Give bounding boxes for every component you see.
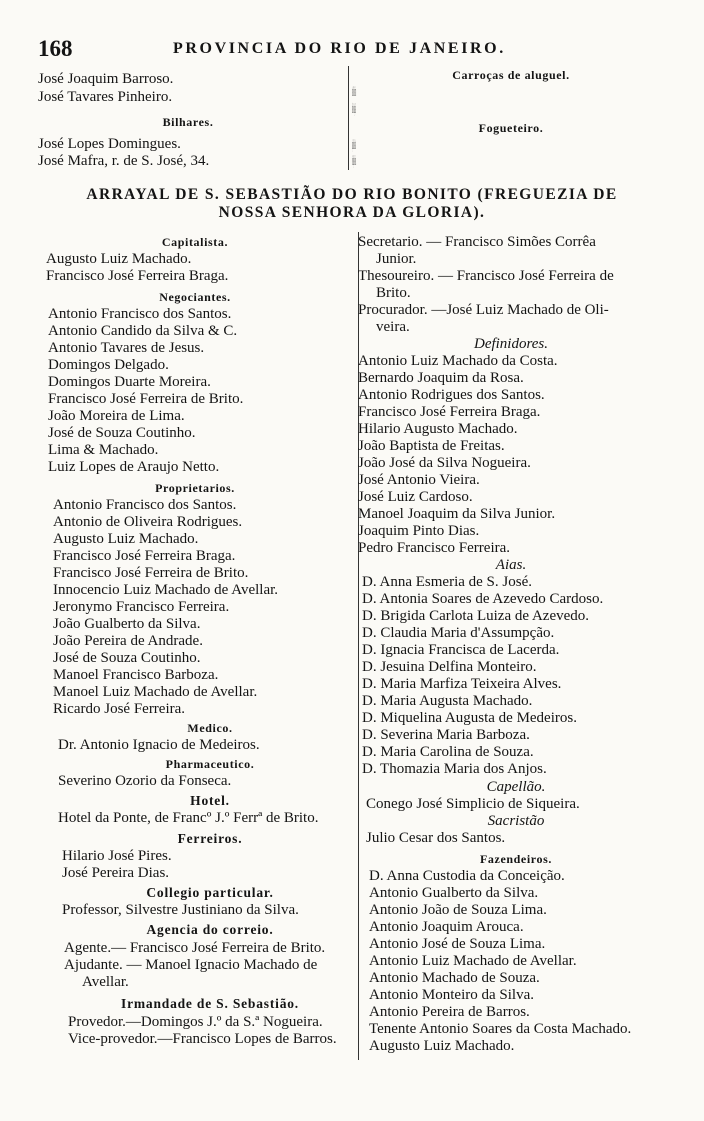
list-item: D. Severina Maria Barboza. — [362, 727, 530, 743]
list-item: João Gualberto da Silva. — [53, 616, 201, 632]
list-item: Silverio Reginaldo de Vasconcellos. — [352, 153, 357, 169]
list-item: Francisco José Ferreira Braga. — [46, 268, 229, 284]
list-item: Provedor.—Domingos J.º da S.ª Nogueira. — [68, 1014, 323, 1030]
section-heading: Pharmaceutico. — [165, 757, 255, 771]
list-item: Ildefonso de Souza Magalhães. — [352, 101, 356, 117]
list-item: Antonio Pereira de Barros. — [369, 1004, 530, 1020]
section-heading: Aias. — [495, 557, 527, 573]
list-item: Manoel Joaquim da Silva Junior. — [358, 506, 556, 522]
list-item: João José da Silva Nogueira. — [358, 455, 531, 471]
list-item: Conego José Simplicio de Siqueira. — [366, 796, 580, 812]
list-item: Antonio Machado de Souza. — [369, 970, 540, 986]
list-item: Joaquim Barboza de Mattos. — [352, 137, 356, 153]
list-item: Brito. — [376, 285, 411, 301]
list-item: Francisco José Ferreira de Brito. — [48, 391, 244, 407]
section-heading: Collegio particular. — [146, 885, 274, 900]
list-item: veira. — [376, 319, 410, 335]
list-item: D. Brigida Carlota Luiza de Azevedo. — [362, 608, 590, 624]
list-item: Antonio Monteiro da Silva. — [369, 987, 534, 1003]
list-item: Augusto Luiz Machado. — [46, 251, 192, 267]
list-item: Secretario. — Francisco Simões Corrêa — [358, 234, 596, 250]
list-item: Tenente Antonio Soares da Costa Machado. — [369, 1021, 632, 1037]
list-item: José Lopes Domingues. — [38, 136, 181, 152]
list-item: José Tavares Pinheiro. — [38, 89, 173, 105]
list-item: José de Souza Coutinho. — [53, 650, 201, 666]
list-item: João Pereira de Andrade. — [53, 633, 203, 649]
section-heading: Medico. — [187, 721, 233, 735]
list-item: José Pereira Dias. — [62, 865, 170, 881]
list-item: Innocencio Luiz Machado de Avellar. — [53, 582, 279, 598]
page-number: 168 — [38, 36, 73, 61]
section-heading: Bilhares. — [162, 115, 214, 129]
list-item: Professor, Silvestre Justiniano da Silva. — [62, 902, 299, 918]
section-heading: Carroças de aluguel. — [452, 68, 570, 82]
list-item: Jeronymo Francisco Ferreira. — [53, 599, 230, 615]
section-heading: Agencia do correio. — [146, 922, 274, 937]
list-item: Antonio João de Souza Lima. — [369, 902, 547, 918]
list-item: Antonio de Oliveira Rodrigues. — [53, 514, 243, 530]
list-item: Thesoureiro. — Francisco José Ferreira de — [358, 268, 614, 284]
section-heading: Ferreiros. — [177, 831, 243, 846]
list-item: Procurador. —José Luiz Machado de Oli- — [358, 302, 609, 318]
list-item: D. Anna Custodia da Conceição. — [369, 868, 565, 884]
section-heading: Sacristão — [487, 813, 545, 829]
list-item: Antonio Joaquim Arouca. — [369, 919, 524, 935]
list-item: José de Souza Coutinho. — [48, 425, 196, 441]
list-item: Antonio Luiz Machado da Costa. — [358, 353, 558, 369]
list-item: Antonio Rodrigues dos Santos. — [358, 387, 545, 403]
list-item: Manoel Luiz Machado de Avellar. — [53, 684, 258, 700]
list-item: D. Jesuina Delfina Monteiro. — [362, 659, 537, 675]
list-item: José Antonio Vieira. — [358, 472, 480, 488]
list-item: João Baptista de Freitas. — [358, 438, 505, 454]
list-item: Hilario José Pires. — [62, 848, 172, 864]
list-item: Antonio José de Souza Lima. — [369, 936, 546, 952]
section-heading: Definidores. — [473, 336, 549, 352]
list-item: Francisco José Ferreira de Brito. — [53, 565, 249, 581]
list-item: Dr. Antonio Ignacio de Medeiros. — [58, 737, 260, 753]
list-item: Luiz Lopes de Araujo Netto. — [48, 459, 220, 475]
list-item: D. Anna Esmeria de S. José. — [362, 574, 532, 590]
section-heading: Fogueteiro. — [478, 121, 544, 135]
list-item: D. Miquelina Augusta de Medeiros. — [362, 710, 577, 726]
list-item: Antonio Luiz Machado de Avellar. — [369, 953, 577, 969]
section-heading: Negociantes. — [159, 290, 231, 304]
list-item: José Joaquim Barroso. — [38, 71, 174, 87]
list-item: D. Antonia Soares de Azevedo Cardoso. — [362, 591, 604, 607]
list-item: Pedro Francisco Ferreira. — [358, 540, 511, 556]
list-item: Francisco José Ferreira Braga. — [53, 548, 236, 564]
list-item: José Mafra, r. de S. José, 34. — [38, 153, 210, 169]
section-heading: Proprietarios. — [155, 481, 235, 495]
section-heading: Hotel. — [190, 793, 230, 808]
list-item: Antonio Ribeiro Coimbra — [352, 84, 357, 100]
list-item: Antonio Francisco dos Santos. — [48, 306, 232, 322]
list-item: Augusto Luiz Machado. — [369, 1038, 515, 1054]
list-item: D. Thomazia Maria dos Anjos. — [362, 761, 547, 777]
list-item: Domingos Duarte Moreira. — [48, 374, 211, 390]
section-heading: Capitalista. — [161, 235, 229, 249]
list-item: José Luiz Cardoso. — [358, 489, 473, 505]
list-item: Domingos Delgado. — [48, 357, 169, 373]
list-item: Ajudante. — Manoel Ignacio Machado de — [64, 957, 318, 973]
list-item: Augusto Luiz Machado. — [53, 531, 199, 547]
list-item: Antonio Candido da Silva & C. — [48, 323, 238, 339]
list-item: Antonio Tavares de Jesus. — [48, 340, 205, 356]
page-title: PROVINCIA DO RIO DE JANEIRO. — [173, 40, 506, 57]
section-heading: Fazendeiros. — [480, 852, 552, 866]
list-item: Junior. — [376, 251, 417, 267]
list-item: Antonio Francisco dos Santos. — [53, 497, 237, 513]
list-item: Agente.— Francisco José Ferreira de Brito. — [64, 940, 326, 956]
list-item: Lima & Machado. — [48, 442, 159, 458]
section-heading: Irmandade de S. Sebastião. — [121, 996, 299, 1011]
list-item: Severino Ozorio da Fonseca. — [58, 773, 232, 789]
page-header — [38, 36, 658, 62]
list-item: Antonio Gualberto da Silva. — [369, 885, 539, 901]
list-item: Julio Cesar dos Santos. — [366, 830, 506, 846]
list-item: Vice-provedor.—Francisco Lopes de Barros. — [68, 1031, 337, 1047]
list-item: D. Ignacia Francisca de Lacerda. — [362, 642, 560, 658]
list-item: João Moreira de Lima. — [48, 408, 185, 424]
list-item: Manoel Francisco Barboza. — [53, 667, 219, 683]
section-title: ARRAYAL DE S. SEBASTIÃO DO RIO BONITO (FREGUEZIA DE — [86, 186, 618, 203]
list-item: Hotel da Ponte, de Francº J.º Ferrª de Brito. — [58, 810, 319, 826]
list-item: Bernardo Joaquim da Rosa. — [358, 370, 524, 386]
list-item: Ricardo José Ferreira. — [53, 701, 186, 717]
list-item: Francisco José Ferreira Braga. — [358, 404, 541, 420]
list-item: D. Maria Marfiza Teixeira Alves. — [362, 676, 562, 692]
top-column-divider — [348, 66, 349, 170]
list-item: D. Maria Carolina de Souza. — [362, 744, 534, 760]
section-heading: Capellão. — [486, 779, 546, 795]
list-item: Avellar. — [82, 974, 129, 990]
section-title: NOSSA SENHORA DA GLORIA). — [218, 204, 486, 221]
list-item: Hilario Augusto Machado. — [358, 421, 518, 437]
list-item: D. Maria Augusta Machado. — [362, 693, 533, 709]
list-item: D. Claudia Maria d'Assumpção. — [362, 625, 555, 641]
list-item: Joaquim Pinto Dias. — [358, 523, 480, 539]
